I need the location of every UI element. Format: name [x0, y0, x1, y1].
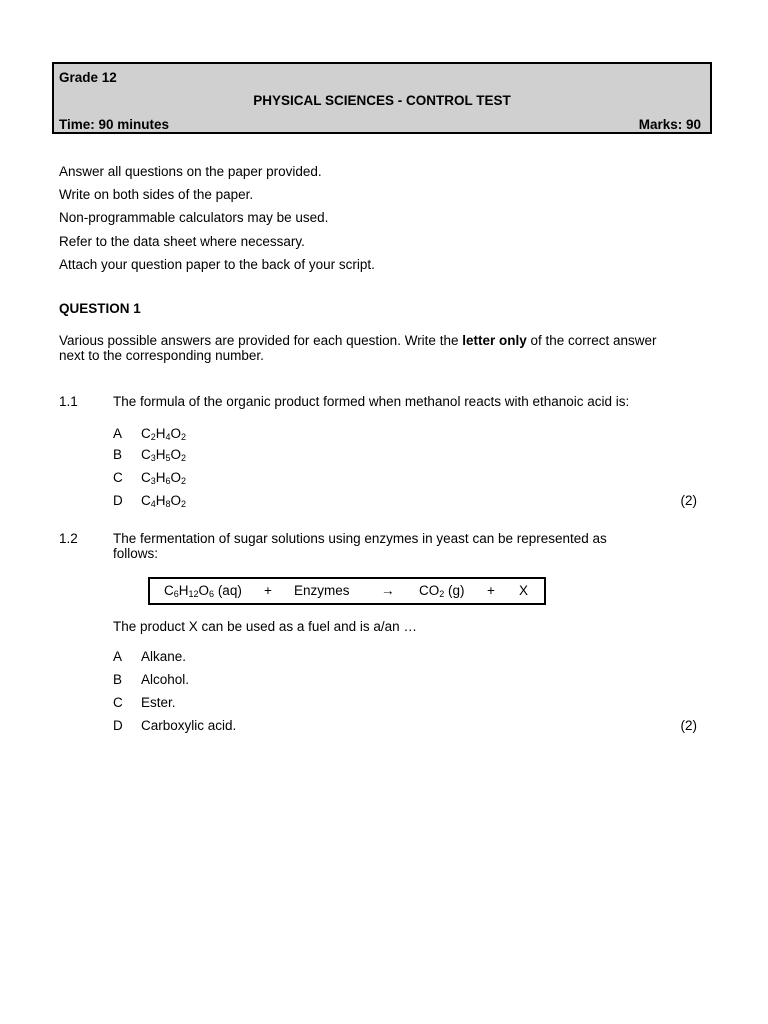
formula-subscript: 3 — [150, 453, 156, 463]
formula-element: O — [198, 583, 210, 598]
intro-text: of the correct answer next to the corresponding number. — [59, 333, 657, 363]
formula-element: O — [170, 447, 182, 462]
formula-subscript: 2 — [439, 589, 445, 599]
option-letter: D — [113, 493, 123, 508]
instruction-line: Answer all questions on the paper provided. — [59, 164, 322, 179]
formula-element: CO — [419, 583, 440, 598]
option-text: Alcohol. — [141, 672, 190, 687]
question-intro — [59, 333, 659, 363]
option-formula — [141, 493, 186, 508]
formula-element: C — [141, 426, 151, 441]
equation-plus: + — [264, 583, 272, 598]
time-label: Time: 90 minutes — [59, 117, 170, 132]
option-letter: A — [113, 426, 123, 441]
formula-element: H — [155, 426, 166, 441]
formula-element: C — [141, 470, 151, 485]
grade-label: Grade 12 — [59, 70, 117, 85]
formula-subscript: 4 — [165, 432, 171, 442]
equation-reactant — [164, 583, 242, 598]
formula-subscript: 12 — [188, 589, 199, 599]
equation-box — [148, 577, 546, 605]
test-title: PHYSICAL SCIENCES - CONTROL TEST — [253, 93, 511, 108]
formula-subscript: 2 — [181, 432, 187, 442]
intro-bold-text: letter only — [462, 333, 527, 348]
formula-element: C — [164, 583, 174, 598]
option-formula — [141, 447, 186, 462]
equation-plus: + — [487, 583, 495, 598]
question-text: The formula of the organic product formed when methanol reacts with ethanoic acid is: — [113, 394, 630, 409]
option-text: Ester. — [141, 695, 176, 710]
formula-subscript: 8 — [165, 499, 171, 509]
question-followup: The product X can be used as a fuel and is a/an … — [113, 619, 417, 634]
formula-subscript: 2 — [150, 432, 156, 442]
instruction-line: Non-programmable calculators may be used. — [59, 210, 329, 225]
option-letter: B — [113, 447, 123, 462]
option-letter: C — [113, 470, 123, 485]
reactant-formula — [164, 583, 214, 598]
reaction-arrow-icon: → — [381, 583, 395, 598]
formula-element: H — [178, 583, 189, 598]
formula-element: C — [141, 447, 151, 462]
reactant-state: (aq) — [214, 583, 242, 598]
formula-subscript: 6 — [173, 589, 179, 599]
formula-element: H — [155, 493, 166, 508]
formula-subscript: 2 — [181, 476, 187, 486]
option-letter: D — [113, 718, 123, 733]
option-text: Carboxylic acid. — [141, 718, 237, 733]
option-formula — [141, 426, 186, 441]
formula-element: O — [170, 426, 182, 441]
option-letter: A — [113, 649, 123, 664]
question-text: The fermentation of sugar solutions using enzymes in yeast can be represented as follows: — [113, 531, 607, 561]
question-heading: QUESTION 1 — [59, 301, 141, 316]
formula-subscript: 6 — [165, 476, 171, 486]
instruction-line: Write on both sides of the paper. — [59, 187, 254, 202]
intro-text: Various possible answers are provided for each question. Write the — [59, 333, 463, 348]
instruction-line: Refer to the data sheet where necessary. — [59, 234, 305, 249]
formula-element: O — [170, 470, 182, 485]
question-number: 1.1 — [59, 394, 78, 409]
formula-subscript: 6 — [209, 589, 215, 599]
formula-element: H — [155, 470, 166, 485]
option-letter: B — [113, 672, 123, 687]
formula-element: H — [155, 447, 166, 462]
product-formula — [419, 583, 444, 598]
formula-element: C — [141, 493, 151, 508]
mark-allocation: (2) — [680, 493, 697, 508]
option-formula — [141, 470, 186, 485]
equation-enzymes: Enzymes — [294, 583, 350, 598]
formula-subscript: 3 — [150, 476, 156, 486]
marks-label: Marks: 90 — [638, 117, 701, 132]
equation-x: X — [519, 583, 529, 598]
formula-subscript: 4 — [150, 499, 156, 509]
question-number: 1.2 — [59, 531, 78, 546]
mark-allocation: (2) — [680, 718, 697, 733]
formula-subscript: 2 — [181, 453, 187, 463]
instruction-line: Attach your question paper to the back of your script. — [59, 257, 375, 272]
product-state: (g) — [444, 583, 465, 598]
formula-subscript: 2 — [181, 499, 187, 509]
option-text: Alkane. — [141, 649, 187, 664]
test-header — [52, 62, 712, 134]
option-letter: C — [113, 695, 123, 710]
formula-subscript: 5 — [165, 453, 171, 463]
equation-product — [419, 583, 465, 598]
formula-element: O — [170, 493, 182, 508]
